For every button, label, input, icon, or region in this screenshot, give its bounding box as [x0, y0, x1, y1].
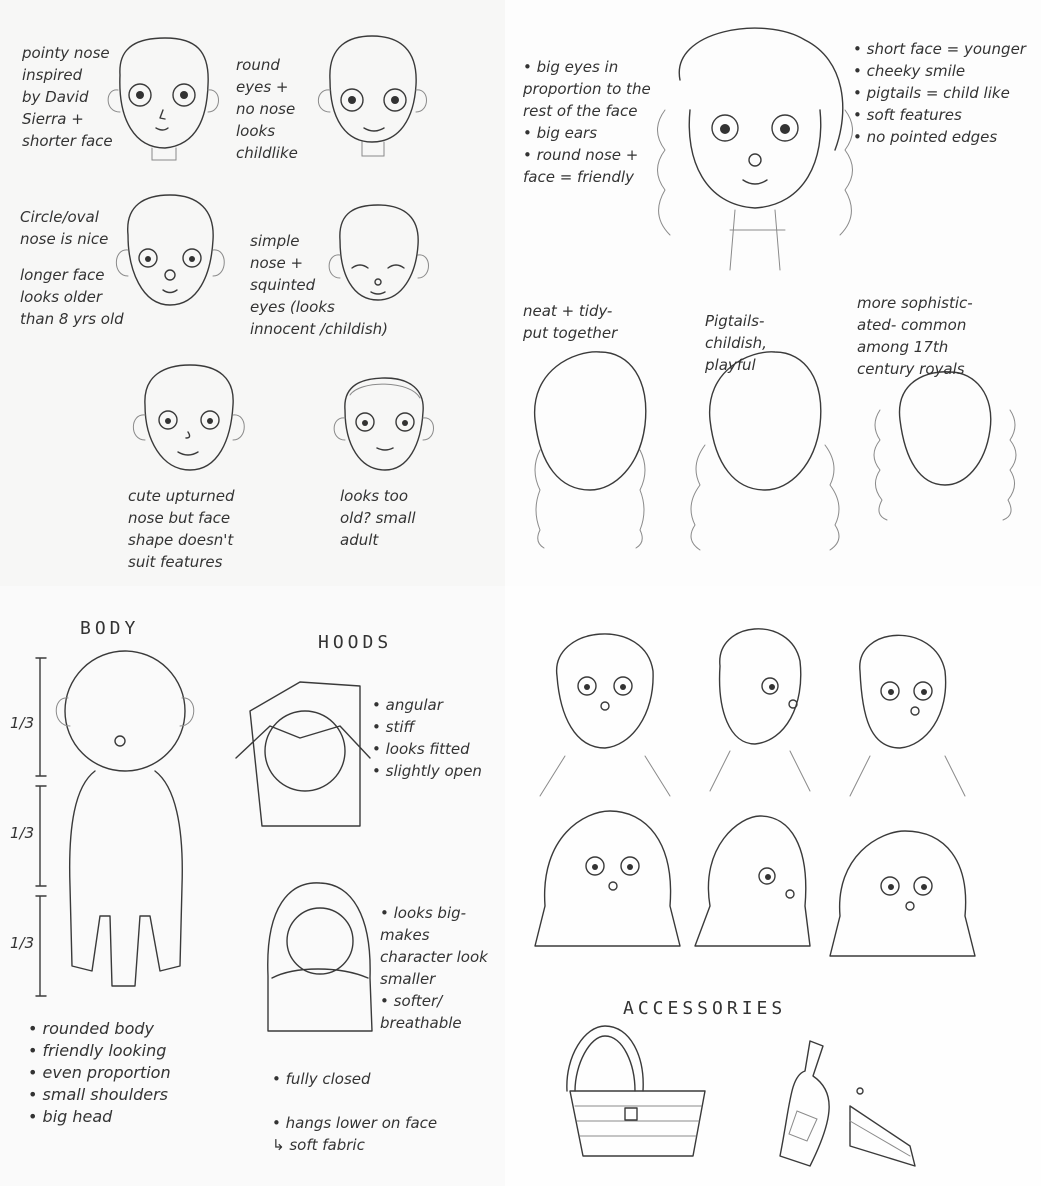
note-upturned-nose: cute upturned nose but face shape doesn't suit features — [128, 487, 235, 571]
note-round-eyes: round eyes + no nose looks childlike — [236, 56, 298, 162]
face-sketch-pointy-nose — [108, 38, 218, 160]
face-sketch-circle-nose — [116, 195, 224, 305]
note-softer: • softer/ breathable — [380, 990, 495, 1034]
note-pointy-nose: pointy nose inspired by David Sierra + shorter face — [22, 44, 113, 150]
face-sketch-too-old — [334, 378, 433, 470]
body-hoods-sheet — [0, 586, 505, 1186]
note-big-head: • big head — [28, 1106, 171, 1128]
face-studies-sheet — [0, 0, 505, 586]
hair-left-notes — [523, 56, 663, 188]
note-pigtails: • pigtails = child like — [853, 82, 1033, 104]
hood2-notes — [380, 902, 495, 1034]
ratio-label-1: 1/3 — [10, 714, 35, 732]
accessories-title: ACCESSORIES — [623, 998, 787, 1019]
hood1-notes — [372, 694, 482, 782]
note-rounded-body: • rounded body — [28, 1018, 171, 1040]
note-big-eyes: • big eyes in proportion to the rest of the face — [523, 56, 663, 122]
caption-royals: more sophistic- ated- common among 17th century royals — [857, 294, 973, 378]
head-three-quarter — [850, 635, 965, 796]
ratio-label-3: 1/3 — [10, 934, 35, 952]
proportion-guide — [36, 658, 46, 996]
curly-hair-portrait — [658, 28, 853, 270]
caption-neat-tidy: neat + tidy- put together — [523, 302, 618, 342]
hoods-title: HOODS — [318, 632, 393, 653]
bottle-sketch — [780, 1041, 829, 1166]
note-even-proportion: • even proportion — [28, 1062, 171, 1084]
head-front — [540, 634, 670, 796]
body-notes — [28, 1018, 171, 1128]
body-title: BODY — [80, 618, 140, 639]
note-looks-big: • looks big- makes character look smaller — [380, 902, 495, 990]
hooded-side — [695, 816, 810, 946]
hooded-three-quarter — [830, 831, 975, 956]
note-cheeky-smile: • cheeky smile — [853, 60, 1033, 82]
caption-pigtails: Pigtails- childish, playful — [705, 312, 767, 374]
note-looks-fitted: • looks fitted — [372, 738, 482, 760]
head-side — [710, 629, 810, 791]
hood-sketch-closed — [268, 883, 372, 1031]
ratio-label-2: 1/3 — [10, 824, 35, 842]
note-friendly-looking: • friendly looking — [28, 1040, 171, 1062]
basket-sketch — [567, 1026, 705, 1156]
hood2-bottom-notes — [272, 1046, 497, 1178]
note-slightly-open: • slightly open — [372, 760, 482, 782]
body-sketch — [56, 651, 194, 986]
note-no-pointed: • no pointed edges — [853, 126, 1033, 148]
hair-right-notes — [853, 38, 1033, 148]
note-short-face: • short face = younger — [853, 38, 1033, 60]
hair-study-royal — [874, 372, 1016, 520]
turnaround-sketches — [505, 586, 1041, 1186]
note-fully-closed: • fully closed — [272, 1068, 497, 1090]
note-soft-features: • soft features — [853, 104, 1033, 126]
note-big-ears: • big ears — [523, 122, 663, 144]
turnaround-sheet — [505, 586, 1041, 1186]
face-sketch-upturned — [133, 365, 244, 470]
note-round-nose: • round nose + face = friendly — [523, 144, 663, 188]
hood-sketch-angular — [236, 682, 370, 826]
note-stiff: • stiff — [372, 716, 482, 738]
cake-slice-sketch — [850, 1088, 915, 1166]
note-longer-face: longer face looks older than 8 yrs old — [20, 266, 124, 328]
hooded-front — [535, 811, 680, 946]
hair-study-neat — [535, 352, 646, 548]
note-small-shoulders: • small shoulders — [28, 1084, 171, 1106]
note-angular: • angular — [372, 694, 482, 716]
note-circle-nose: Circle/oval nose is nice — [20, 208, 109, 248]
note-simple-nose: simple nose + squinted eyes (looks innocent /childish) — [250, 232, 388, 338]
note-too-old: looks too old? small adult — [340, 487, 416, 549]
face-sketch-round-eyes — [318, 36, 426, 156]
hair-study-pigtails — [691, 352, 839, 550]
hair-studies-sheet — [505, 0, 1041, 586]
note-hangs-lower: • hangs lower on face ↳ soft fabric — [272, 1112, 497, 1156]
